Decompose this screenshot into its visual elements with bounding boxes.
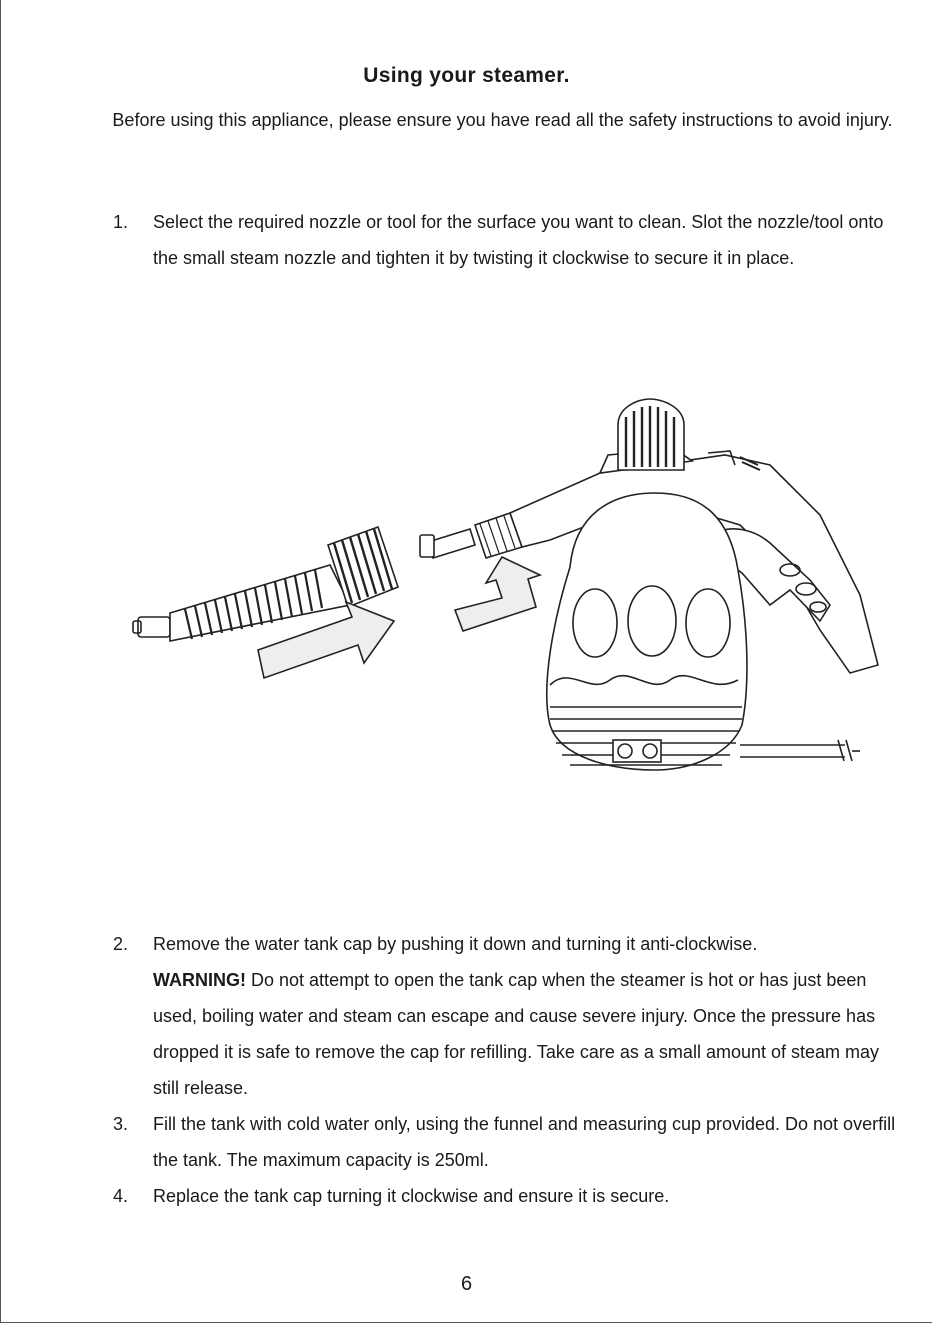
step-number: 1. — [113, 212, 129, 232]
step-text: Select the required nozzle or tool for the surface you want to clean. Slot the nozzle/tool onto the small steam nozzle and tighten it by twisting it clockwise to secure it in place. — [153, 212, 884, 268]
page-number: 6 — [460, 1273, 473, 1295]
steamer-body-image — [510, 399, 878, 770]
steamer-illustration — [130, 395, 890, 805]
intro-text: Before using this appliance, please ensure you have read all the safety instructions to avoid injury. — [112, 110, 893, 130]
step-number: 2. — [113, 934, 129, 954]
step-number: 4. — [113, 1186, 129, 1206]
tank-cap-image — [618, 399, 684, 470]
step-4 — [113, 1178, 903, 1214]
steam-nozzle-image — [420, 513, 522, 558]
warning-label: WARNING! — [153, 970, 246, 990]
twist-arrow-icon — [455, 557, 540, 631]
step-text: Fill the tank with cold water only, using the funnel and measuring cup provided. Do not overfill the tank. The maximum capacity is 250ml. — [153, 1114, 896, 1170]
step-text: Replace the tank cap turning it clockwise and ensure it is secure. — [153, 1186, 670, 1206]
step-main-text: Remove the water tank cap by pushing it down and turning it anti-clockwise. — [153, 934, 758, 954]
step-number: 3. — [113, 1114, 129, 1134]
step-text — [153, 926, 903, 1106]
step-3 — [113, 1106, 903, 1178]
page-title: Using your steamer. — [363, 64, 570, 87]
step-1 — [113, 204, 903, 276]
warning-text: Do not attempt to open the tank cap when the steamer is hot or has just been used, boiling water and steam can escape and cause severe injury. Once the pressure has dropped it is safe to remove the cap for refilling. Take care as a small amount of steam may still release. — [153, 970, 880, 1098]
step-2 — [113, 926, 903, 1106]
